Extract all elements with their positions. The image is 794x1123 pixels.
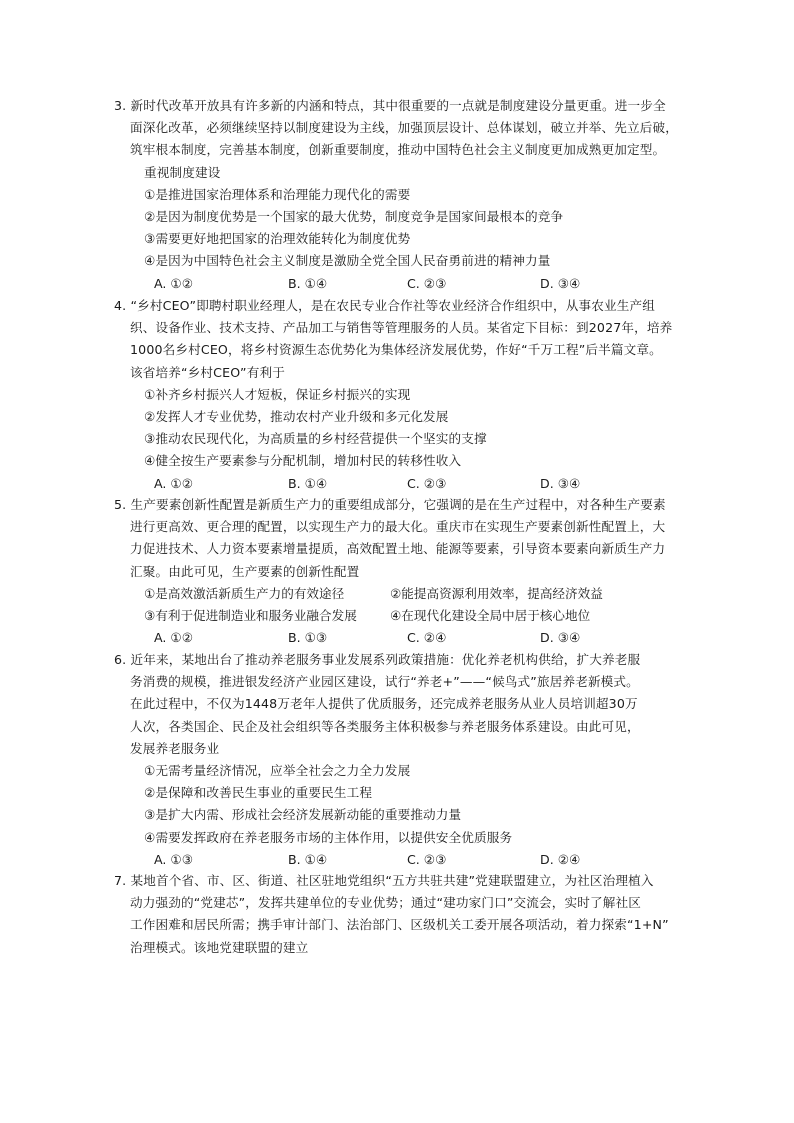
q5-stem-line: 进行更高效、更合理的配置，以实现生产力的最大化。重庆市在实现生产要素创新性配置上，大 [130, 519, 666, 535]
q5-statement: ④在现代化建设全局中居于核心地位 [390, 608, 591, 623]
q5-statement: ①是高效激活新质生产力的有效途径 [144, 585, 345, 601]
question-7 [114, 870, 688, 959]
q4-statement: ①补齐乡村振兴人才短板，保证乡村振兴的实现 [144, 386, 411, 402]
q7-stem-line: 动力强劲的“党建芯”，发挥共建单位的专业优势；通过“建功家门口”交流会，实时了解社区 [130, 895, 641, 911]
q5-stem-line: 5. 生产要素创新性配置是新质生产力的重要组成部分，它强调的是在生产过程中，对各种生产要素 [114, 497, 666, 512]
q6-option-a[interactable]: A. ①③ [154, 851, 193, 867]
q4-option-c[interactable]: C. ②③ [407, 475, 447, 491]
q5-stem-line: 力促进技术、人力资本要素增量提质，高效配置土地、能源等要素，引导资本要素向新质生产力 [130, 541, 666, 557]
q4-stem-line: 1000名乡村CEO，将乡村资源生态优势化为集体经济发展优势，作好“千万工程”后半篇文章。 [130, 342, 662, 358]
q3-statement: ①是推进国家治理体系和治理能力现代化的需要 [144, 186, 411, 202]
q6-stem-line: 6. 近年来，某地出台了推动养老服务事业发展系列政策措施：优化养老机构供给，扩大养老服 [114, 652, 641, 667]
q3-stem-line: 面深化改革，必须继续坚持以制度建设为主线，加强顶层设计、总体谋划，破立并举、先立后破， [130, 120, 678, 136]
q3-stem-line: 3. 新时代改革开放具有许多新的内涵和特点，其中很重要的一点就是制度建设分量更重。进一步全 [114, 98, 666, 113]
q6-stem-line: 人次，各类国企、民企及社会组织等各类服务主体积极参与养老服务体系建设。由此可见， [130, 718, 640, 734]
q3-statement: ②是因为制度优势是一个国家的最大优势，制度竞争是国家间最根本的竞争 [144, 209, 564, 225]
q4-statement: ④健全按生产要素参与分配机制，增加村民的转移性收入 [144, 453, 462, 469]
q5-option-b[interactable]: B. ①③ [288, 630, 328, 646]
question-5 [114, 494, 688, 649]
q4-stem-line: 织、设备作业、技术支持、产品加工与销售等管理服务的人员。某省定下目标：到2027年，培养 [130, 320, 673, 336]
q4-option-a[interactable]: A. ①② [154, 475, 193, 491]
q6-options [128, 849, 688, 871]
q7-stem-line: 7. 某地首个省、市、区、街道、社区驻地党组织“五方共驻共建”党建联盟建立，为社区治理植入 [114, 873, 654, 888]
q4-stem-line: 该省培养“乡村CEO”有利于 [130, 364, 285, 380]
q3-stem-line: 筑牢根本制度，完善基本制度，创新重要制度，推动中国特色社会主义制度更加成熟更加定型。 [130, 142, 666, 158]
q6-option-c[interactable]: C. ②③ [407, 851, 447, 867]
q4-option-d[interactable]: D. ③④ [540, 475, 581, 491]
q5-statement: ②能提高资源利用效率，提高经济效益 [390, 585, 603, 601]
q6-statement: ④需要发挥政府在养老服务市场的主体作用，以提供安全优质服务 [144, 829, 513, 845]
q3-option-c[interactable]: C. ②③ [407, 275, 447, 291]
question-4 [114, 295, 688, 495]
q5-option-d[interactable]: D. ③④ [540, 630, 581, 646]
q6-statement: ③是扩大内需、形成社会经济发展新动能的重要推动力量 [144, 807, 462, 823]
q6-stem-line: 务消费的规模，推进银发经济产业园区建设，试行“养老+”——“候鸟式”旅居养老新模式。 [130, 674, 639, 690]
q6-option-b[interactable]: B. ①④ [288, 851, 328, 867]
q6-stem-line: 在此过程中，不仅为1448万老年人提供了优质服务，还完成养老服务从业人员培训超30万 [130, 696, 638, 712]
q3-stem-line: 重视制度建设 [144, 164, 221, 180]
q5-option-c[interactable]: C. ②④ [407, 630, 447, 646]
q4-statement: ②发挥人才专业优势，推动农村产业升级和多元化发展 [144, 409, 449, 425]
q7-stem-line: 治理模式。该地党建联盟的建立 [130, 939, 309, 955]
q4-option-b[interactable]: B. ①④ [288, 475, 328, 491]
q4-stem-line: 4. “乡村CEO”即聘村职业经理人，是在农民专业合作社等农业经济合作组织中，从事农业生产组 [114, 298, 655, 313]
q6-option-d[interactable]: D. ②④ [540, 851, 581, 867]
q5-statement-row [128, 605, 688, 627]
q4-options [128, 473, 688, 495]
q3-option-d[interactable]: D. ③④ [540, 275, 581, 291]
q3-option-b[interactable]: B. ①④ [288, 275, 328, 291]
q6-statement: ①无需考量经济情况，应举全社会之力全力发展 [144, 763, 411, 779]
q5-options [128, 627, 688, 649]
question-3 [114, 95, 688, 295]
q3-option-a[interactable]: A. ①② [154, 275, 193, 291]
q4-statement: ③推动农民现代化，为高质量的乡村经营提供一个坚实的支撑 [144, 431, 487, 447]
q3-statement: ④是因为中国特色社会主义制度是激励全党全国人民奋勇前进的精神力量 [144, 253, 551, 269]
q6-stem-line: 发展养老服务业 [130, 740, 220, 756]
q3-options [128, 273, 688, 295]
q5-stem-line: 汇聚。由此可见，生产要素的创新性配置 [130, 563, 360, 579]
q7-stem-line: 工作困难和居民所需；携手审计部门、法治部门、区级机关工委开展各项活动，着力探索“1+N” [130, 917, 669, 933]
q5-statement-row [128, 583, 688, 605]
q5-option-a[interactable]: A. ①② [154, 630, 193, 646]
q5-statement: ③有利于促进制造业和服务业融合发展 [144, 608, 357, 623]
q3-statement: ③需要更好地把国家的治理效能转化为制度优势 [144, 231, 411, 247]
question-6 [114, 649, 688, 871]
q6-statement: ②是保障和改善民生事业的重要民生工程 [144, 785, 373, 801]
